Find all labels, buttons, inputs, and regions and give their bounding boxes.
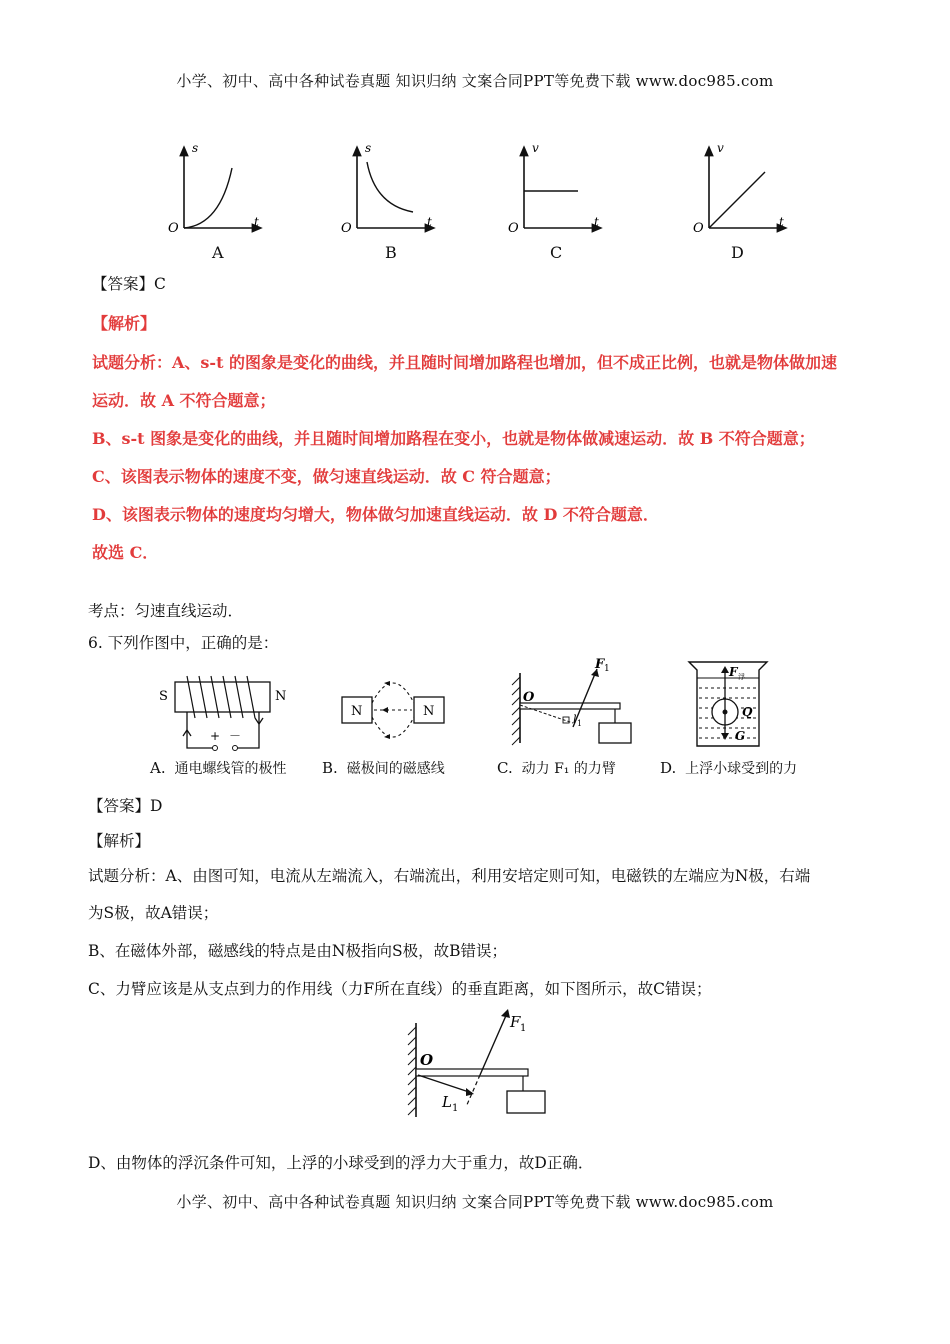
q6-figure-d: [685, 656, 785, 756]
caption-b-text: 磁极间的磁感线: [346, 761, 445, 777]
q6-line-4: C、力臂应该是从支点到力的作用线（力F所在直线）的垂直距离，如下图所示，故C错误；: [88, 980, 712, 998]
figc2-l: L: [442, 1093, 452, 1111]
graph-d-label: D: [731, 243, 744, 262]
caption-b: [322, 757, 445, 780]
figb-n1: N: [351, 704, 363, 719]
caption-d-text: 上浮小球受到的力: [685, 761, 798, 777]
q5-line-4: C、该图表示物体的速度不变，做匀速直线运动．故 C 符合题意；: [92, 467, 561, 486]
q6-figure-a: [155, 660, 295, 755]
figa-n: N: [275, 689, 287, 704]
caption-a-text: 通电螺线管的极性: [174, 761, 287, 777]
q6-figure-c-corrected: [400, 1005, 560, 1125]
q6-stem: 6. 下列作图中，正确的是：: [88, 634, 279, 652]
q6-analysis-title: 【解析】: [88, 832, 151, 850]
figb-n2: N: [423, 704, 435, 719]
graph-c-origin: O: [508, 221, 519, 236]
q5-analysis-title: 【解析】: [92, 314, 157, 333]
graph-a-xaxis: t: [254, 215, 259, 229]
graph-b-origin: O: [341, 221, 352, 236]
caption-c-letter: C.: [497, 759, 513, 777]
figd-f-sub: 浮: [738, 673, 745, 681]
q5-line-5: D、该图表示物体的速度均匀增大，物体做匀加速直线运动．故 D 不符合题意．: [92, 505, 659, 524]
figc-l-sub: 1: [577, 719, 583, 728]
caption-c: [497, 757, 616, 780]
caption-d: [660, 757, 797, 780]
figd-f: F: [729, 665, 738, 679]
graph-d-origin: O: [693, 221, 704, 236]
figd-q: Q: [742, 705, 753, 719]
graph-a: [160, 140, 270, 240]
graph-d: [685, 140, 795, 240]
graph-d-yaxis: v: [717, 141, 724, 155]
q5-line-6: 故选 C．: [92, 543, 159, 562]
caption-c-text: 动力 F₁ 的力臂: [521, 761, 616, 777]
q5-line-1: 试题分析：A、s-t 的图象是变化的曲线，并且随时间增加路程也增加，但不成正比例，也就是物体做加速: [92, 353, 838, 372]
graph-b-yaxis: s: [365, 141, 372, 155]
figc-o: O: [523, 690, 535, 705]
graph-c-xaxis: t: [594, 215, 599, 229]
q5-kaodian: 考点：匀速直线运动．: [88, 602, 244, 620]
page-header: 小学、初中、高中各种试卷真题 知识归纳 文案合同PPT等免费下载 www.doc985.com: [176, 72, 774, 90]
q6-last-line: D、由物体的浮沉条件可知，上浮的小球受到的浮力大于重力，故D正确．: [88, 1154, 594, 1172]
q6-line-2: 为S极，故A错误；: [88, 904, 219, 922]
graph-c: [500, 140, 610, 240]
q5-answer: 【答案】C: [92, 275, 166, 293]
figc2-l-sub: 1: [452, 1103, 459, 1114]
page-footer: 小学、初中、高中各种试卷真题 知识归纳 文案合同PPT等免费下载 www.doc985.com: [176, 1193, 774, 1211]
figa-s: S: [159, 689, 168, 704]
graph-a-yaxis: s: [192, 141, 199, 155]
figc2-o: O: [420, 1051, 434, 1069]
q6-line-3: B、在磁体外部，磁感线的特点是由N极指向S极，故B错误；: [88, 942, 507, 960]
figd-g: G: [735, 729, 746, 743]
q6-line-1: 试题分析：A、由图可知，电流从左端流入，右端流出，利用安培定则可知，电磁铁的左端应为N极，右端: [88, 867, 811, 885]
q5-line-3: B、s-t 图象是变化的曲线，并且随时间增加路程在变小，也就是物体做减速运动．故 B 不符合题意；: [92, 429, 815, 448]
q6-figure-b: [330, 665, 460, 755]
figa-minus: －: [229, 729, 242, 743]
graph-c-label: C: [550, 243, 563, 262]
graph-d-xaxis: t: [779, 215, 784, 229]
caption-a: [150, 757, 287, 780]
figa-plus: +: [210, 729, 221, 743]
q6-figure-c: [505, 655, 640, 755]
q5-line-2: 运动．故 A 不符合题意；: [92, 391, 276, 410]
graph-b-xaxis: t: [427, 215, 432, 229]
graph-a-origin: O: [168, 221, 179, 236]
figc-l: l: [573, 713, 577, 726]
caption-a-letter: A.: [150, 759, 166, 777]
figc-f: F: [595, 657, 605, 672]
figc2-f: F: [510, 1013, 521, 1031]
caption-b-letter: B.: [322, 759, 338, 777]
graph-b: [333, 140, 443, 240]
q6-answer: 【答案】D: [88, 797, 163, 815]
caption-d-letter: D.: [660, 759, 677, 777]
figc2-f-sub: 1: [520, 1023, 527, 1034]
graph-c-yaxis: v: [532, 141, 539, 155]
graph-a-label: A: [212, 243, 224, 262]
figc-f-sub: 1: [604, 664, 610, 674]
graph-b-label: B: [385, 243, 397, 262]
